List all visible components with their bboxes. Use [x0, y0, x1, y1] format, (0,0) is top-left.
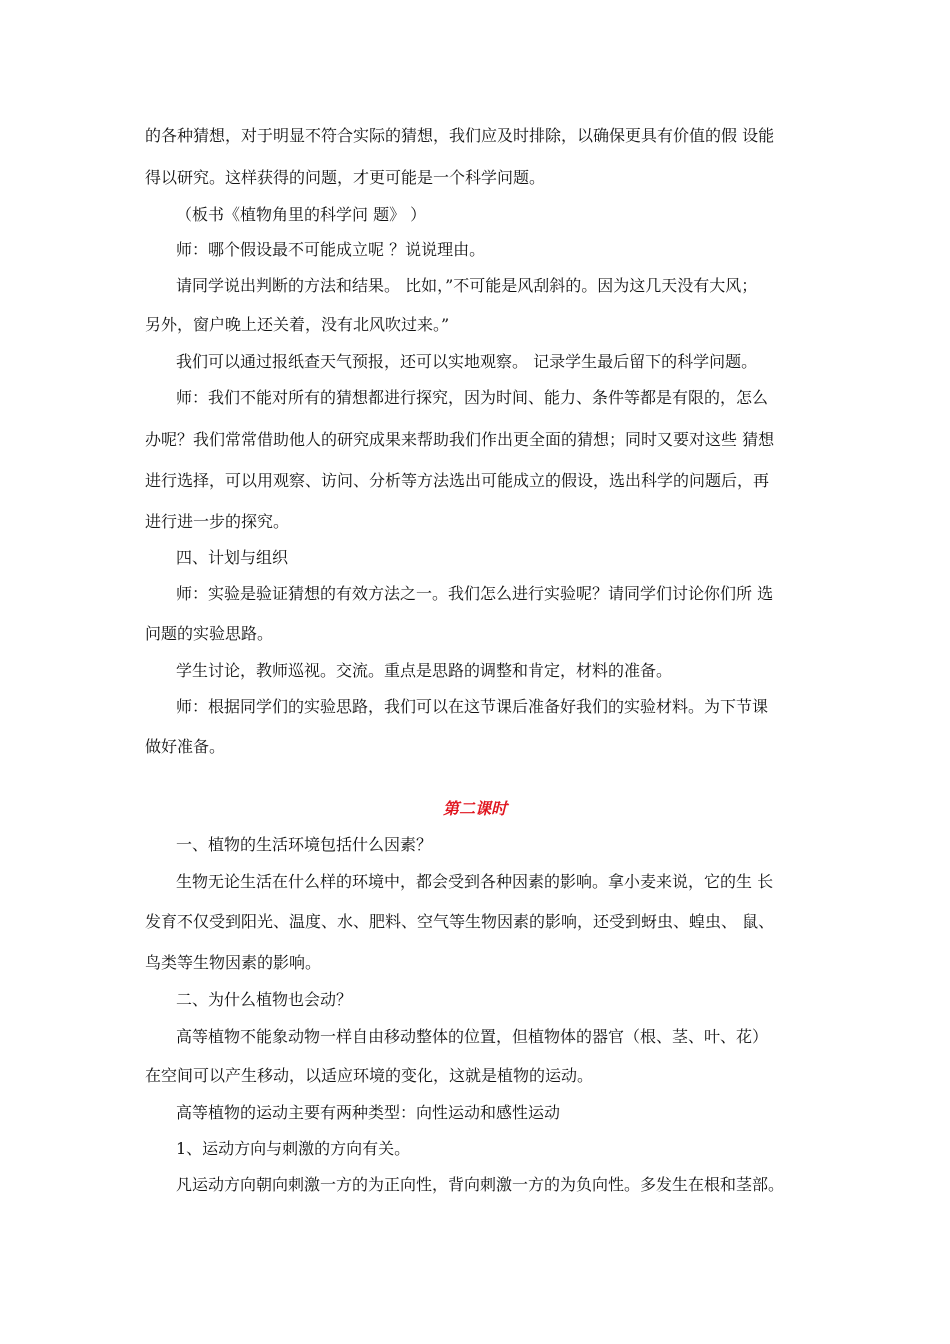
- paragraph-line: 师：根据同学们的实验思路，我们可以在这节课后准备好我们的实验材料。为下节课: [176, 697, 769, 716]
- paragraph-line: 1、运动方向与刺激的方向有关。: [176, 1139, 411, 1158]
- paragraph-line: 进行进一步的探究。: [145, 512, 290, 531]
- paragraph-line: 学生讨论，教师巡视。交流。重点是思路的调整和肯定，材料的准备。: [176, 661, 673, 680]
- paragraph-line: 师：我们不能对所有的猜想都进行探究，因为时间、能力、条件等都是有限的，怎么: [176, 388, 769, 407]
- paragraph-line: 问题的实验思路。: [145, 624, 274, 643]
- paragraph-line: 高等植物的运动主要有两种类型：向性运动和感性运动: [176, 1103, 561, 1122]
- paragraph-line: 办呢？我们常常借助他人的研究成果来帮助我们作出更全面的猜想；同时又要对这些 猜想: [145, 430, 775, 449]
- paragraph-line: （板书《植物角里的科学问 题》 ）: [176, 205, 427, 224]
- lesson-title: 第二课时: [442, 799, 507, 818]
- paragraph-line: 请同学说出判断的方法和结果。 比如，”不可能是风刮斜的。因为这几天没有大风；: [176, 276, 758, 295]
- section-heading: 二、为什么植物也会动？: [176, 990, 353, 1009]
- paragraph-line: 生物无论生活在什么样的环境中，都会受到各种因素的影响。拿小麦来说，它的生 长: [176, 872, 774, 891]
- paragraph-line: 凡运动方向朝向刺激一方的为正向性，背向刺激一方的为负向性。多发生在根和茎部。: [176, 1175, 785, 1194]
- paragraph-line: 鸟类等生物因素的影响。: [145, 953, 322, 972]
- paragraph-line: 进行选择，可以用观察、访问、分析等方法选出可能成立的假设，选出科学的问题后，再: [145, 471, 770, 490]
- paragraph-line: 得以研究。这样获得的问题，才更可能是一个科学问题。: [145, 168, 546, 187]
- paragraph-line: 师：哪个假设最不可能成立呢 ？说说理由。: [176, 240, 486, 259]
- paragraph-line: 做好准备。: [145, 737, 226, 756]
- paragraph-line: 我们可以通过报纸查天气预报，还可以实地观察。 记录学生最后留下的科学问题。: [176, 352, 758, 371]
- paragraph-line: 发育不仅受到阳光、温度、水、肥料、空气等生物因素的影响，还受到蚜虫、蝗虫、 鼠、: [145, 912, 775, 931]
- paragraph-line: 另外，窗户晚上还关着，没有北风吹过来。”: [145, 315, 450, 334]
- section-heading: 一、植物的生活环境包括什么因素？: [176, 835, 433, 854]
- paragraph-line: 高等植物不能象动物一样自由移动整体的位置，但植物体的器官（根、茎、叶、花）: [176, 1027, 769, 1046]
- section-heading: 四、计划与组织: [176, 548, 289, 567]
- paragraph-line: 师：实验是验证猜想的有效方法之一。我们怎么进行实验呢？请同学们讨论你们所 选: [176, 584, 774, 603]
- paragraph-line: 的各种猜想，对于明显不符合实际的猜想，我们应及时排除，以确保更具有价值的假 设能: [145, 126, 775, 145]
- paragraph-line: 在空间可以产生移动，以适应环境的变化，这就是植物的运动。: [145, 1066, 594, 1085]
